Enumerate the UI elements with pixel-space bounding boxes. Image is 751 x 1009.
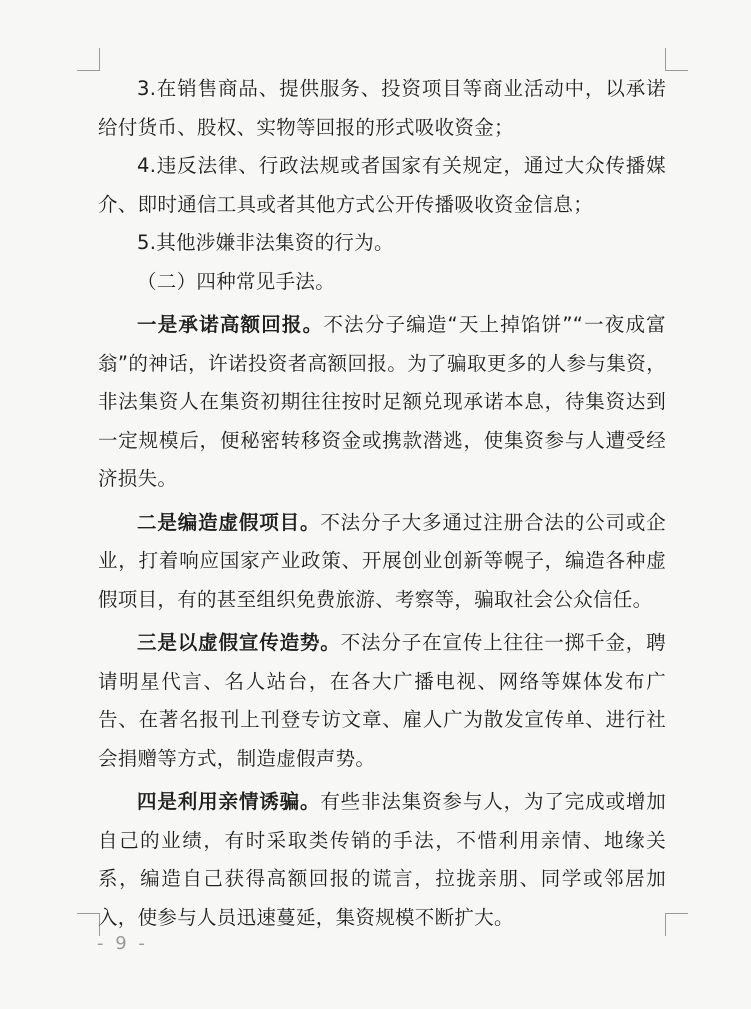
method-lead: 二是编造虚假项目。 — [137, 510, 321, 534]
method-paragraph-2 — [98, 504, 666, 620]
page-number: - 9 - — [97, 933, 148, 954]
method-paragraph-4 — [98, 783, 666, 937]
paragraph-text: 4.违反法律、行政法规或者国家有关规定，通过大众传播媒介、即时通信工具或者其他方式公开传播吸收资金信息； — [98, 154, 666, 216]
method-text: 不法分子在宣传上往往一掷千金，聘请明星代言、名人站台，在各大广播电视、网络等媒体发布广告、在著名报刊上刊登专访文章、雇人广为散发宣传单、进行社会捐赠等方式，制造虚假声势。 — [98, 631, 666, 770]
method-lead: 三是以虚假宣传造势。 — [137, 631, 341, 654]
method-paragraph-3 — [98, 624, 666, 778]
crop-mark-bottom-right — [665, 913, 688, 936]
method-lead: 四是利用亲情诱骗。 — [137, 790, 321, 813]
method-text: 不法分子大多通过注册合法的公司或企业，打着响应国家产业政策、开展创业创新等幌子，编造各种虚假项目，有的甚至组织免费旅游、考察等，骗取社会公众信任。 — [98, 510, 666, 611]
paragraph-text: 3.在销售商品、提供服务、投资项目等商业活动中，以承诺给付货币、股权、实物等回报的形式吸收资金； — [98, 77, 666, 139]
method-lead: 一是承诺高额回报。 — [137, 313, 324, 336]
method-paragraph-1 — [98, 306, 666, 499]
paragraph-item-3 — [98, 70, 666, 147]
method-text: 有些非法集资参与人，为了完成或增加自己的业绩，有时采取类传销的手法，不惜利用亲情、地缘关系，编造自己获得高额回报的谎言，拉拢亲朋、同学或邻居加入，使参与人员迅速蔓延，集资规模不断扩大。 — [98, 790, 666, 929]
method-text: 不法分子编造“天上掉馅饼”“一夜成富翁”的神话，许诺投资者高额回报。为了骗取更多的人参与集资，非法集资人在集资初期往往按时足额兑现承诺本息，待集资达到一定规模后，便秘密转移资金或携款潜逃，使集资参与人遭受经济损失。 — [98, 313, 666, 490]
crop-mark-top-right — [665, 48, 688, 71]
paragraph-item-4 — [98, 147, 666, 224]
paragraph-item-5 — [98, 224, 666, 263]
paragraph-text: 5.其他涉嫌非法集资的行为。 — [137, 231, 394, 254]
section-heading-text: （二）四种常见手法。 — [137, 269, 336, 293]
section-heading — [98, 263, 666, 302]
crop-mark-top-left — [77, 48, 100, 71]
document-body — [98, 70, 666, 937]
